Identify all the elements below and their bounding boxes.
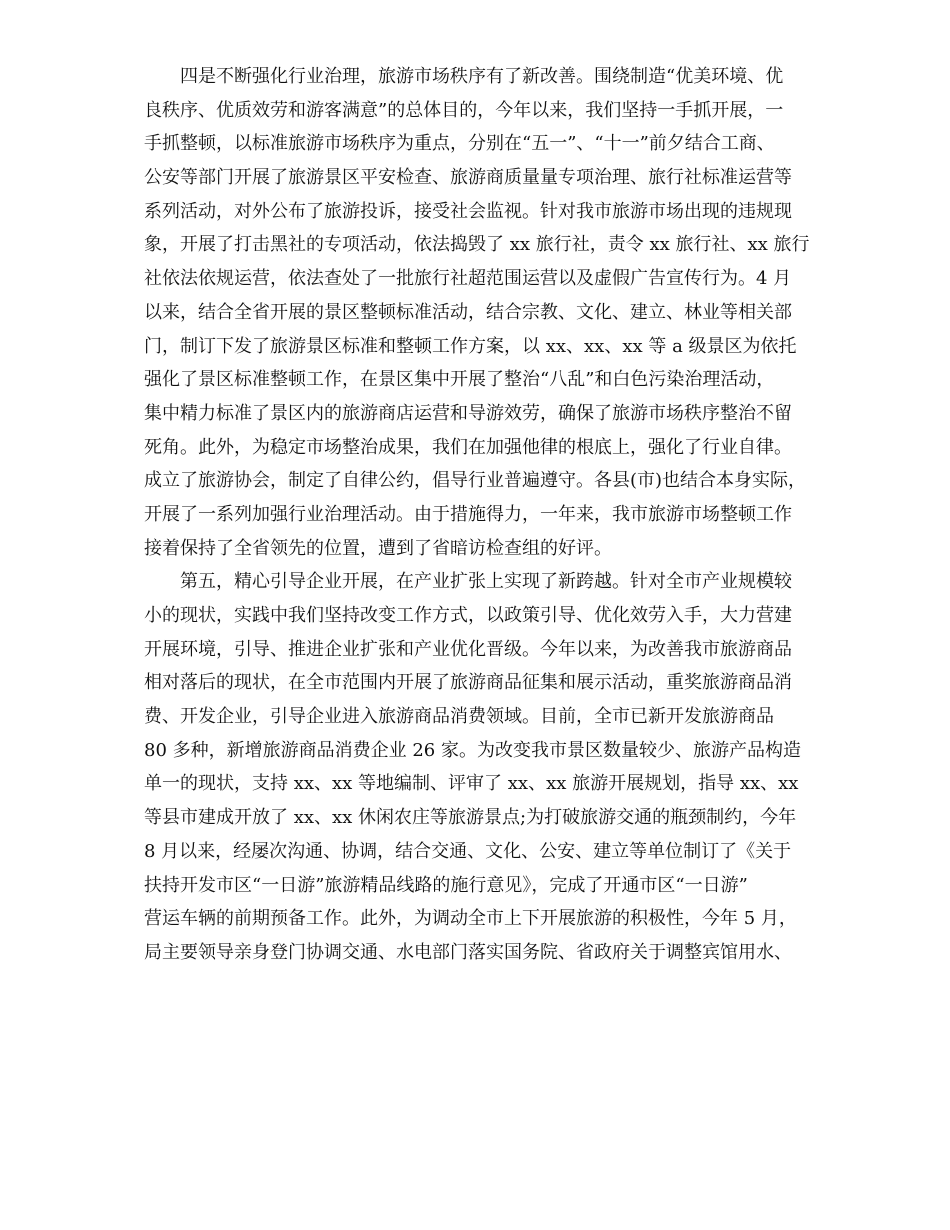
text-line: 单一的现状，支持 xx、xx 等地编制、评审了 xx、xx 旅游开展规划，指导 xx、xx (144, 773, 799, 795)
text-line: 8 月以来，经屡次沟通、协调，结合交通、文化、公安、建立等单位制订了《关于 (144, 840, 792, 862)
text-line: 费、开发企业，引导企业进入旅游商品消费领域。目前，全市已新开发旅游商品 (144, 706, 774, 728)
text-line: 开展了一系列加强行业治理活动。由于措施得力，一年来，我市旅游市场整顿工作 (144, 503, 792, 525)
text-line: 等县市建成开放了 xx、xx 休闲农庄等旅游景点;为打破旅游交通的瓶颈制约，今年 (144, 807, 797, 829)
text-line: 扶持开发市区“一日游”旅游精品线路的施行意见》，完成了开通市区“一日游” (144, 874, 748, 896)
text-line: 社依法依规运营，依法查处了一批旅行社超范围运营以及虚假广告宣传行为。4 月 (144, 268, 792, 290)
text-line: 开展环境，引导、推进企业扩张和产业优化晋级。今年以来，为改善我市旅游商品 (144, 638, 792, 660)
text-line: 良秩序、优质效劳和游客满意”的总体目的，今年以来，我们坚持一手抓开展，一 (144, 99, 784, 121)
body-text (144, 60, 814, 970)
text-line: 局主要领导亲身登门协调交通、水电部门落实国务院、省政府关于调整宾馆用水、 (144, 941, 792, 963)
text-line: 死角。此外，为稳定市场整治成果，我们在加强他律的根底上，强化了行业自律。 (144, 436, 792, 458)
text-line: 营运车辆的前期预备工作。此外，为调动全市上下开展旅游的积极性，今年 5 月， (144, 908, 797, 930)
text-line: 接着保持了全省领先的位置，遭到了省暗访检查组的好评。 (144, 537, 612, 559)
text-line: 相对落后的现状，在全市范围内开展了旅游商品征集和展示活动，重奖旅游商品消 (144, 672, 792, 694)
text-line: 第五，精心引导企业开展，在产业扩张上实现了新跨越。针对全市产业规模较 (144, 571, 792, 593)
text-line: 象，开展了打击黑社的专项活动，依法捣毁了 xx 旅行社，责令 xx 旅行社、xx 旅行 (144, 234, 810, 256)
text-line: 强化了景区标准整顿工作，在景区集中开展了整治“八乱”和白色污染治理活动， (144, 369, 775, 391)
text-line: 集中精力标准了景区内的旅游商店运营和导游效劳，确保了旅游市场秩序整治不留 (144, 402, 792, 424)
text-line: 成立了旅游协会，制定了自律公约，倡导行业普遍遵守。各县(市)也结合本身实际， (144, 470, 807, 492)
text-line: 门，制订下发了旅游景区标准和整顿工作方案，以 xx、xx、xx 等 a 级景区为依托 (144, 335, 797, 357)
text-line: 手抓整顿，以标准旅游市场秩序为重点，分别在“五一”、“十一”前夕结合工商、 (144, 133, 775, 155)
text-line: 80 多种，新增旅游商品消费企业 26 家。为改变我市景区数量较少、旅游产品构造 (144, 739, 801, 761)
text-line: 小的现状，实践中我们坚持改变工作方式，以政策引导、优化效劳入手，大力营建 (144, 605, 792, 626)
text-line: 系列活动，对外公布了旅游投诉，接受社会监视。针对我市旅游市场出现的违规现 (144, 200, 792, 222)
text-line: 公安等部门开展了旅游景区平安检查、旅游商质量量专项治理、旅行社标准运营等 (144, 167, 792, 189)
text-line: 以来，结合全省开展的景区整顿标准活动，结合宗教、文化、建立、林业等相关部 (144, 301, 792, 323)
text-line: 四是不断强化行业治理，旅游市场秩序有了新改善。围绕制造“优美环境、优 (144, 66, 784, 87)
